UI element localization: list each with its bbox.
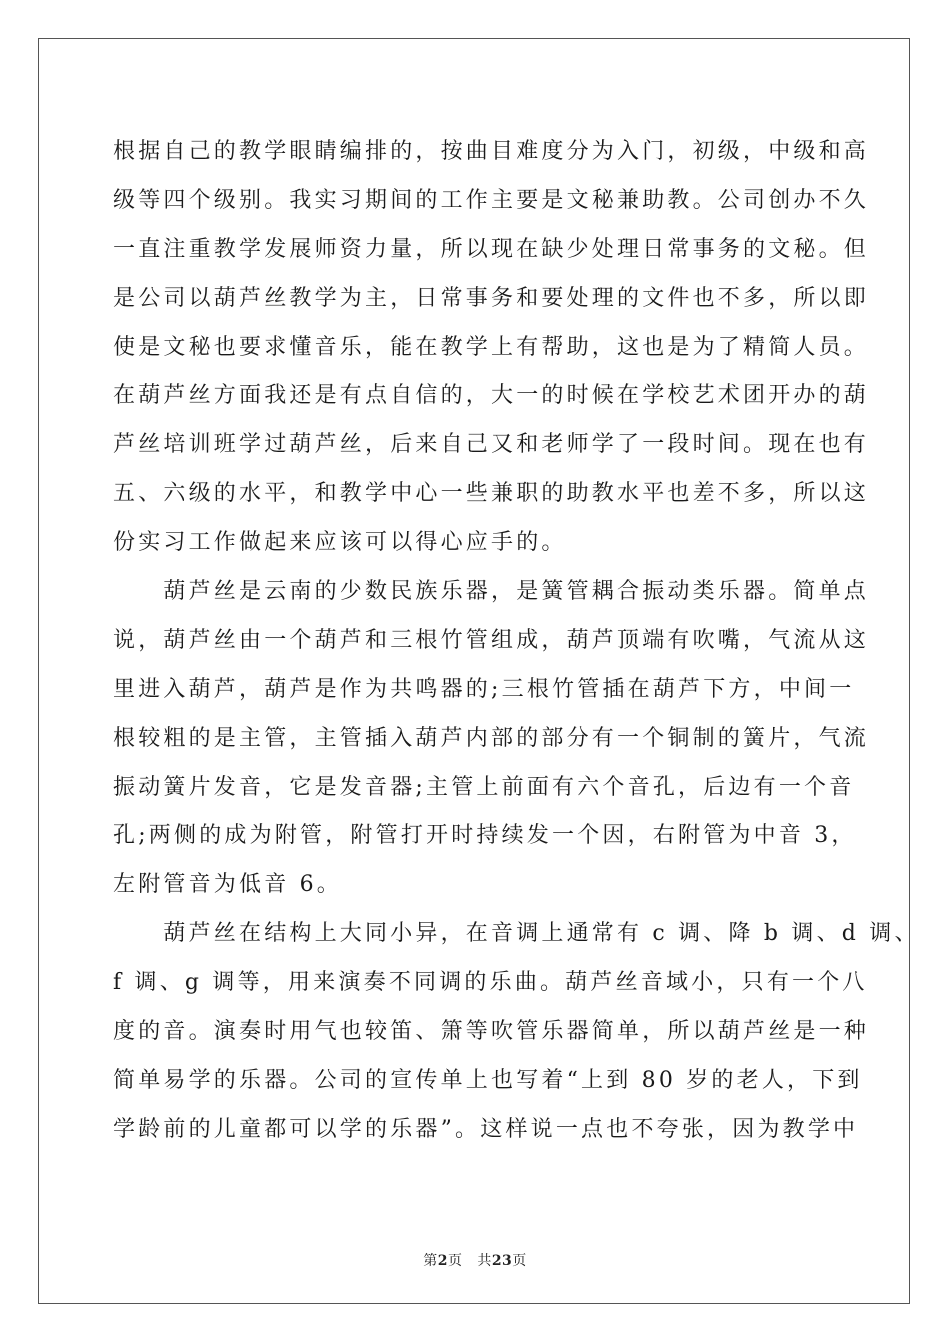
page-number: 2 [437, 1253, 448, 1269]
text-line: 是公司以葫芦丝教学为主，日常事务和要处理的文件也不多，所以即 [113, 285, 870, 311]
page-prefix: 第 [423, 1253, 438, 1269]
text-line: 孔;两侧的成为附管，附管打开时持续发一个因，右附管为中音 3， [113, 823, 857, 849]
text-line: 一直注重教学发展师资力量，所以现在缺少处理日常事务的文秘。但 [113, 236, 870, 262]
text-line: 葫芦丝是云南的少数民族乐器，是簧管耦合振动类乐器。简单点 [113, 579, 870, 605]
text-line: 根据自己的教学眼睛编排的，按曲目难度分为入门，初级，中级和高 [113, 139, 870, 164]
total-prefix: 共 [477, 1253, 492, 1269]
text-line: 份实习工作做起来应该可以得心应手的。 [113, 530, 567, 556]
text-line: 芦丝培训班学过葫芦丝，后来自己又和老师学了一段时间。现在也有 [113, 432, 870, 458]
text-line: 级等四个级别。我实习期间的工作主要是文秘兼助教。公司创办不久 [113, 187, 870, 213]
text-line: 里进入葫芦，葫芦是作为共鸣器的;三根竹管插在葫芦下方，中间一 [113, 676, 855, 702]
total-suffix: 页 [512, 1253, 527, 1269]
text-line: 振动簧片发音，它是发音器;主管上前面有六个音孔，后边有一个音 [113, 774, 855, 800]
text-line: f 调、g 调等，用来演奏不同调的乐曲。葫芦丝音域小，只有一个八 [113, 970, 868, 996]
text-line: 使是文秘也要求懂音乐，能在教学上有帮助，这也是为了精简人员。 [113, 334, 870, 360]
page-footer [0, 1250, 950, 1270]
text-line: 度的音。演奏时用气也较笛、箫等吹管乐器简单，所以葫芦丝是一种 [113, 1019, 870, 1045]
text-line: 五、六级的水平，和教学中心一些兼职的助教水平也差不多，所以这 [113, 481, 870, 507]
text-line: 说，葫芦丝由一个葫芦和三根竹管组成，葫芦顶端有吹嘴，气流从这 [113, 627, 870, 653]
total-pages: 23 [491, 1253, 513, 1269]
text-line: 根较粗的是主管，主管插入葫芦内部的部分有一个铜制的簧片，气流 [113, 725, 870, 751]
text-line: 在葫芦丝方面我还是有点自信的，大一的时候在学校艺术团开办的葫 [113, 383, 870, 409]
text-line: 学龄前的儿童都可以学的乐器”。这样说一点也不夸张，因为教学中 [113, 1116, 859, 1142]
text-line: 左附管音为低音 6。 [113, 872, 342, 898]
text-line: 葫芦丝在结构上大同小异，在音调上通常有 c 调、降 b 调、d 调、 [113, 921, 920, 947]
text-line: 简单易学的乐器。公司的宣传单上也写着“上到 80 岁的老人，下到 [113, 1067, 863, 1093]
page-suffix: 页 [447, 1253, 463, 1269]
document-body [113, 128, 920, 1155]
